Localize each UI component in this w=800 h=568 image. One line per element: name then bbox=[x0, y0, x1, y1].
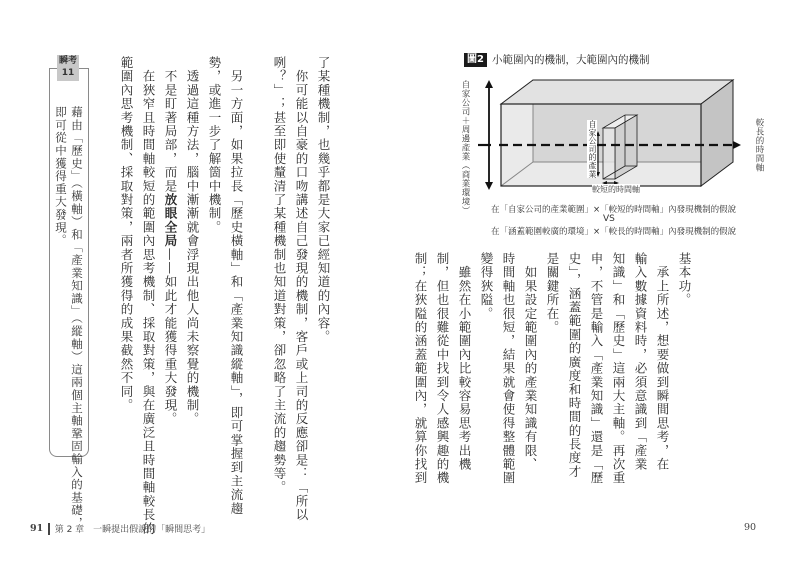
body-column: 變得狹隘。 bbox=[479, 252, 494, 321]
caption-line: 在「涵蓋範圍較廣的環境」×「較長的時間軸」內發現機制的假說 bbox=[491, 227, 737, 237]
emphasis-text: 放眼全局 bbox=[163, 193, 178, 248]
body-text: ——如此才能獲得重大發現。 bbox=[163, 247, 178, 426]
figure-tag: 圖2 bbox=[464, 53, 487, 67]
body-text: 不是盯著局部，而是 bbox=[163, 56, 178, 193]
figure-title-text: 小範圍內的機制，大範圍內的機制 bbox=[491, 54, 650, 66]
body-column: 知識」和「歷史」這兩大主軸。再次重 bbox=[611, 252, 626, 485]
think-box-border bbox=[49, 68, 57, 69]
body-column: 制，但也很難從中找到令人感興趣的機 bbox=[435, 252, 450, 485]
think-tag-number: 11 bbox=[61, 68, 75, 78]
body-column bbox=[163, 56, 177, 426]
body-column: 是關鍵所在。 bbox=[545, 252, 560, 335]
big-box-top bbox=[501, 80, 733, 104]
body-column: 時間軸也很短，結果就會使得整體範圍 bbox=[501, 252, 516, 485]
body-column: 如果設定範圍內的產業知識有限、 bbox=[523, 252, 538, 472]
body-column: 另一方面，如果拉長「歷史橫軸」和「產業知識縱軸」，即可掌握到主流趨 bbox=[229, 56, 244, 516]
body-column: 透過這種方法，腦中漸漸就會浮現出他人尚未察覺的機制。 bbox=[185, 56, 200, 426]
body-column: 範圍內思考機制、採取對策，兩者所獲得的成果截然不同。 bbox=[119, 56, 134, 413]
divider bbox=[48, 523, 50, 535]
think-box-border bbox=[79, 68, 88, 69]
body-column: 勢，或進一步了解箇中機制。 bbox=[207, 56, 222, 235]
caption-vs: VS bbox=[603, 214, 615, 224]
arrow-down-icon bbox=[485, 182, 493, 190]
body-column: 雖然在小範圍內比較容易思考出機 bbox=[457, 252, 472, 472]
body-column: 在狹窄且時間軸較短的範圍內思考機制、採取對策，與在廣泛且時間軸較長的 bbox=[141, 56, 156, 536]
page-number: 90 bbox=[744, 522, 757, 533]
think-box-text: 藉由「歷史」（橫軸）和「產業知識」（縱軸）這兩個主軸鞏固輸入的基礎， bbox=[70, 106, 84, 530]
body-column: 你可能以自豪的口吻講述自己發現的機制，客戶或上司的反應卻是：「所以 bbox=[294, 56, 309, 522]
body-column: 咧？」；甚至即使釐清了某種機制也知道對策，卻忽略了主流的趨勢等。 bbox=[272, 56, 287, 495]
body-column: 了某種機制，也幾乎都是大家已經知道的內容。 bbox=[316, 56, 331, 344]
small-box bbox=[603, 128, 615, 179]
body-column: 基本功。 bbox=[677, 252, 692, 307]
body-column: 承上所述，想要做到瞬間思考，在 bbox=[655, 252, 670, 472]
think-tag-label: 瞬考 bbox=[58, 56, 77, 66]
right-axis-label: 較長的時間軸 bbox=[754, 118, 764, 172]
arrow-right-icon bbox=[733, 141, 741, 149]
inner-horizontal-label: 較短的時間軸 bbox=[592, 185, 640, 194]
think-box-tag bbox=[57, 55, 79, 81]
caption-line: 在「自家公司的產業範圍」×「較短的時間軸」內發現機制的假說 bbox=[491, 205, 737, 215]
right-page bbox=[400, 0, 800, 568]
page-footer bbox=[30, 522, 210, 535]
body-column: 制；在狹隘的涵蓋範圍內，就算你找到 bbox=[413, 252, 428, 485]
chapter-title: 第 2 章 一瞬提出假說的「瞬間思考」 bbox=[54, 525, 211, 535]
figure-title bbox=[464, 52, 649, 67]
page-number: 91 bbox=[30, 523, 44, 534]
inner-vertical-label: 自家公司的產業 bbox=[588, 120, 597, 179]
body-column: 史」，涵蓋範圍的廣度和時間的長度才 bbox=[567, 252, 582, 479]
left-axis-label: 自家公司＋周邊產業（商業環境） bbox=[460, 80, 470, 215]
body-column: 申，不管是輸入「產業知識」還是「歷 bbox=[589, 252, 604, 485]
arrow-up-icon bbox=[485, 80, 493, 88]
think-box-text: 即可從中獲得重大發現。 bbox=[54, 106, 68, 247]
body-column: 輸入數據資料時，必須意識到「產業 bbox=[633, 252, 648, 472]
